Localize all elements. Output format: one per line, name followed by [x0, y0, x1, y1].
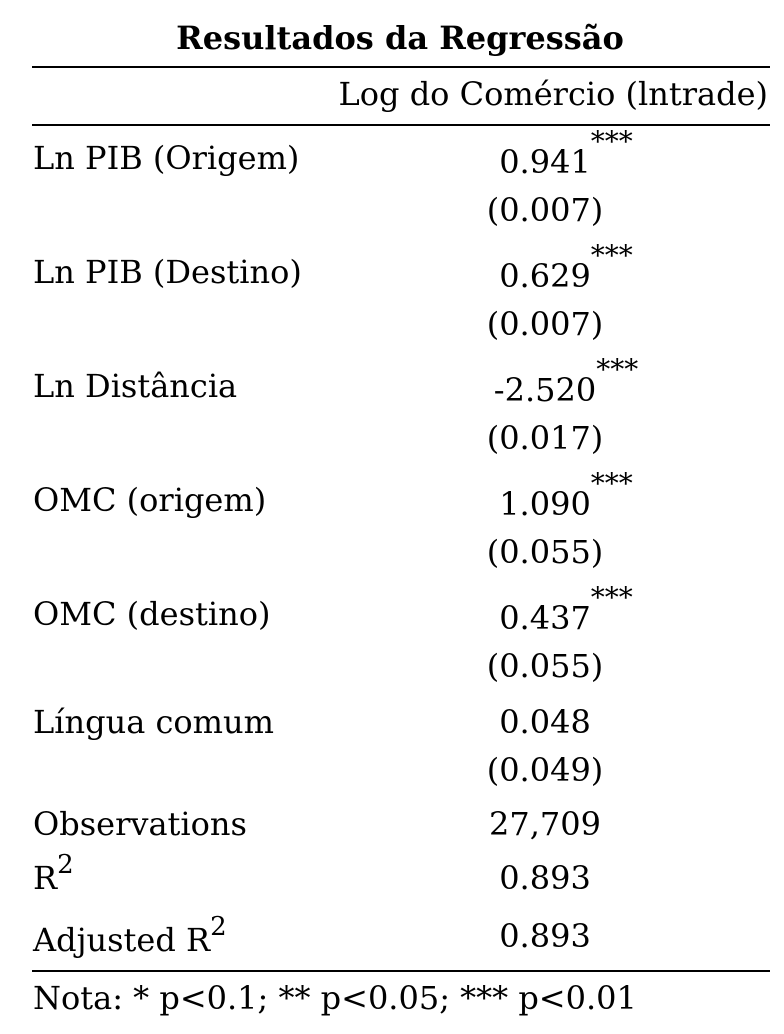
coef-value: 0.437	[499, 599, 591, 637]
coef-value: 0.941	[499, 143, 591, 181]
significance-stars: ***	[596, 353, 639, 386]
significance-stars: ***	[590, 581, 633, 614]
se-ln-distancia: (0.017)	[486, 419, 604, 457]
row-label-lingua-comum: Língua comum	[33, 703, 274, 741]
coef-value: 1.090	[499, 485, 591, 523]
value-r2: 0.893	[499, 859, 591, 897]
coef-value: -2.520	[493, 371, 597, 409]
significance-stars: ***	[590, 467, 633, 500]
significance-stars: ***	[590, 125, 633, 158]
se-ln-pib-origem: (0.007)	[486, 191, 604, 229]
r2-label-text: R	[33, 859, 58, 897]
adjusted-r2-superscript: 2	[210, 912, 227, 943]
header-rule	[32, 124, 770, 126]
value-adjusted-r2: 0.893	[499, 917, 591, 955]
row-label-observations: Observations	[33, 805, 247, 843]
r2-superscript: 2	[57, 850, 74, 881]
se-omc-origem: (0.055)	[486, 533, 604, 571]
row-label-ln-pib-destino: Ln PIB (Destino)	[33, 253, 302, 291]
se-omc-destino: (0.055)	[486, 647, 604, 685]
coef-ln-pib-destino	[499, 239, 633, 296]
coef-lingua-comum	[499, 702, 591, 742]
se-lingua-comum: (0.049)	[486, 751, 604, 789]
se-ln-pib-destino: (0.007)	[486, 305, 604, 343]
coef-omc-origem	[499, 467, 633, 524]
row-label-adjusted-r2	[33, 912, 227, 960]
row-label-omc-origem: OMC (origem)	[33, 481, 267, 519]
row-label-ln-pib-origem: Ln PIB (Origem)	[33, 139, 300, 177]
adjusted-r2-label-text: Adjusted R	[33, 921, 211, 959]
coef-value: 0.048	[499, 703, 591, 741]
value-observations: 27,709	[489, 805, 601, 843]
row-label-ln-distancia: Ln Distância	[33, 367, 238, 405]
coef-ln-distancia	[493, 353, 639, 410]
row-label-r2	[33, 850, 74, 898]
table-title: Resultados da Regressão	[176, 19, 624, 57]
coef-omc-destino	[499, 581, 633, 638]
significance-note: Nota: * p<0.1; ** p<0.05; *** p<0.01	[33, 979, 637, 1017]
bottom-rule	[32, 970, 770, 972]
dependent-variable-header: Log do Comércio (lntrade)	[338, 75, 768, 113]
coef-value: 0.629	[499, 257, 591, 295]
row-label-omc-destino: OMC (destino)	[33, 595, 271, 633]
coef-ln-pib-origem	[499, 125, 633, 182]
top-rule	[32, 66, 770, 68]
significance-stars: ***	[590, 239, 633, 272]
